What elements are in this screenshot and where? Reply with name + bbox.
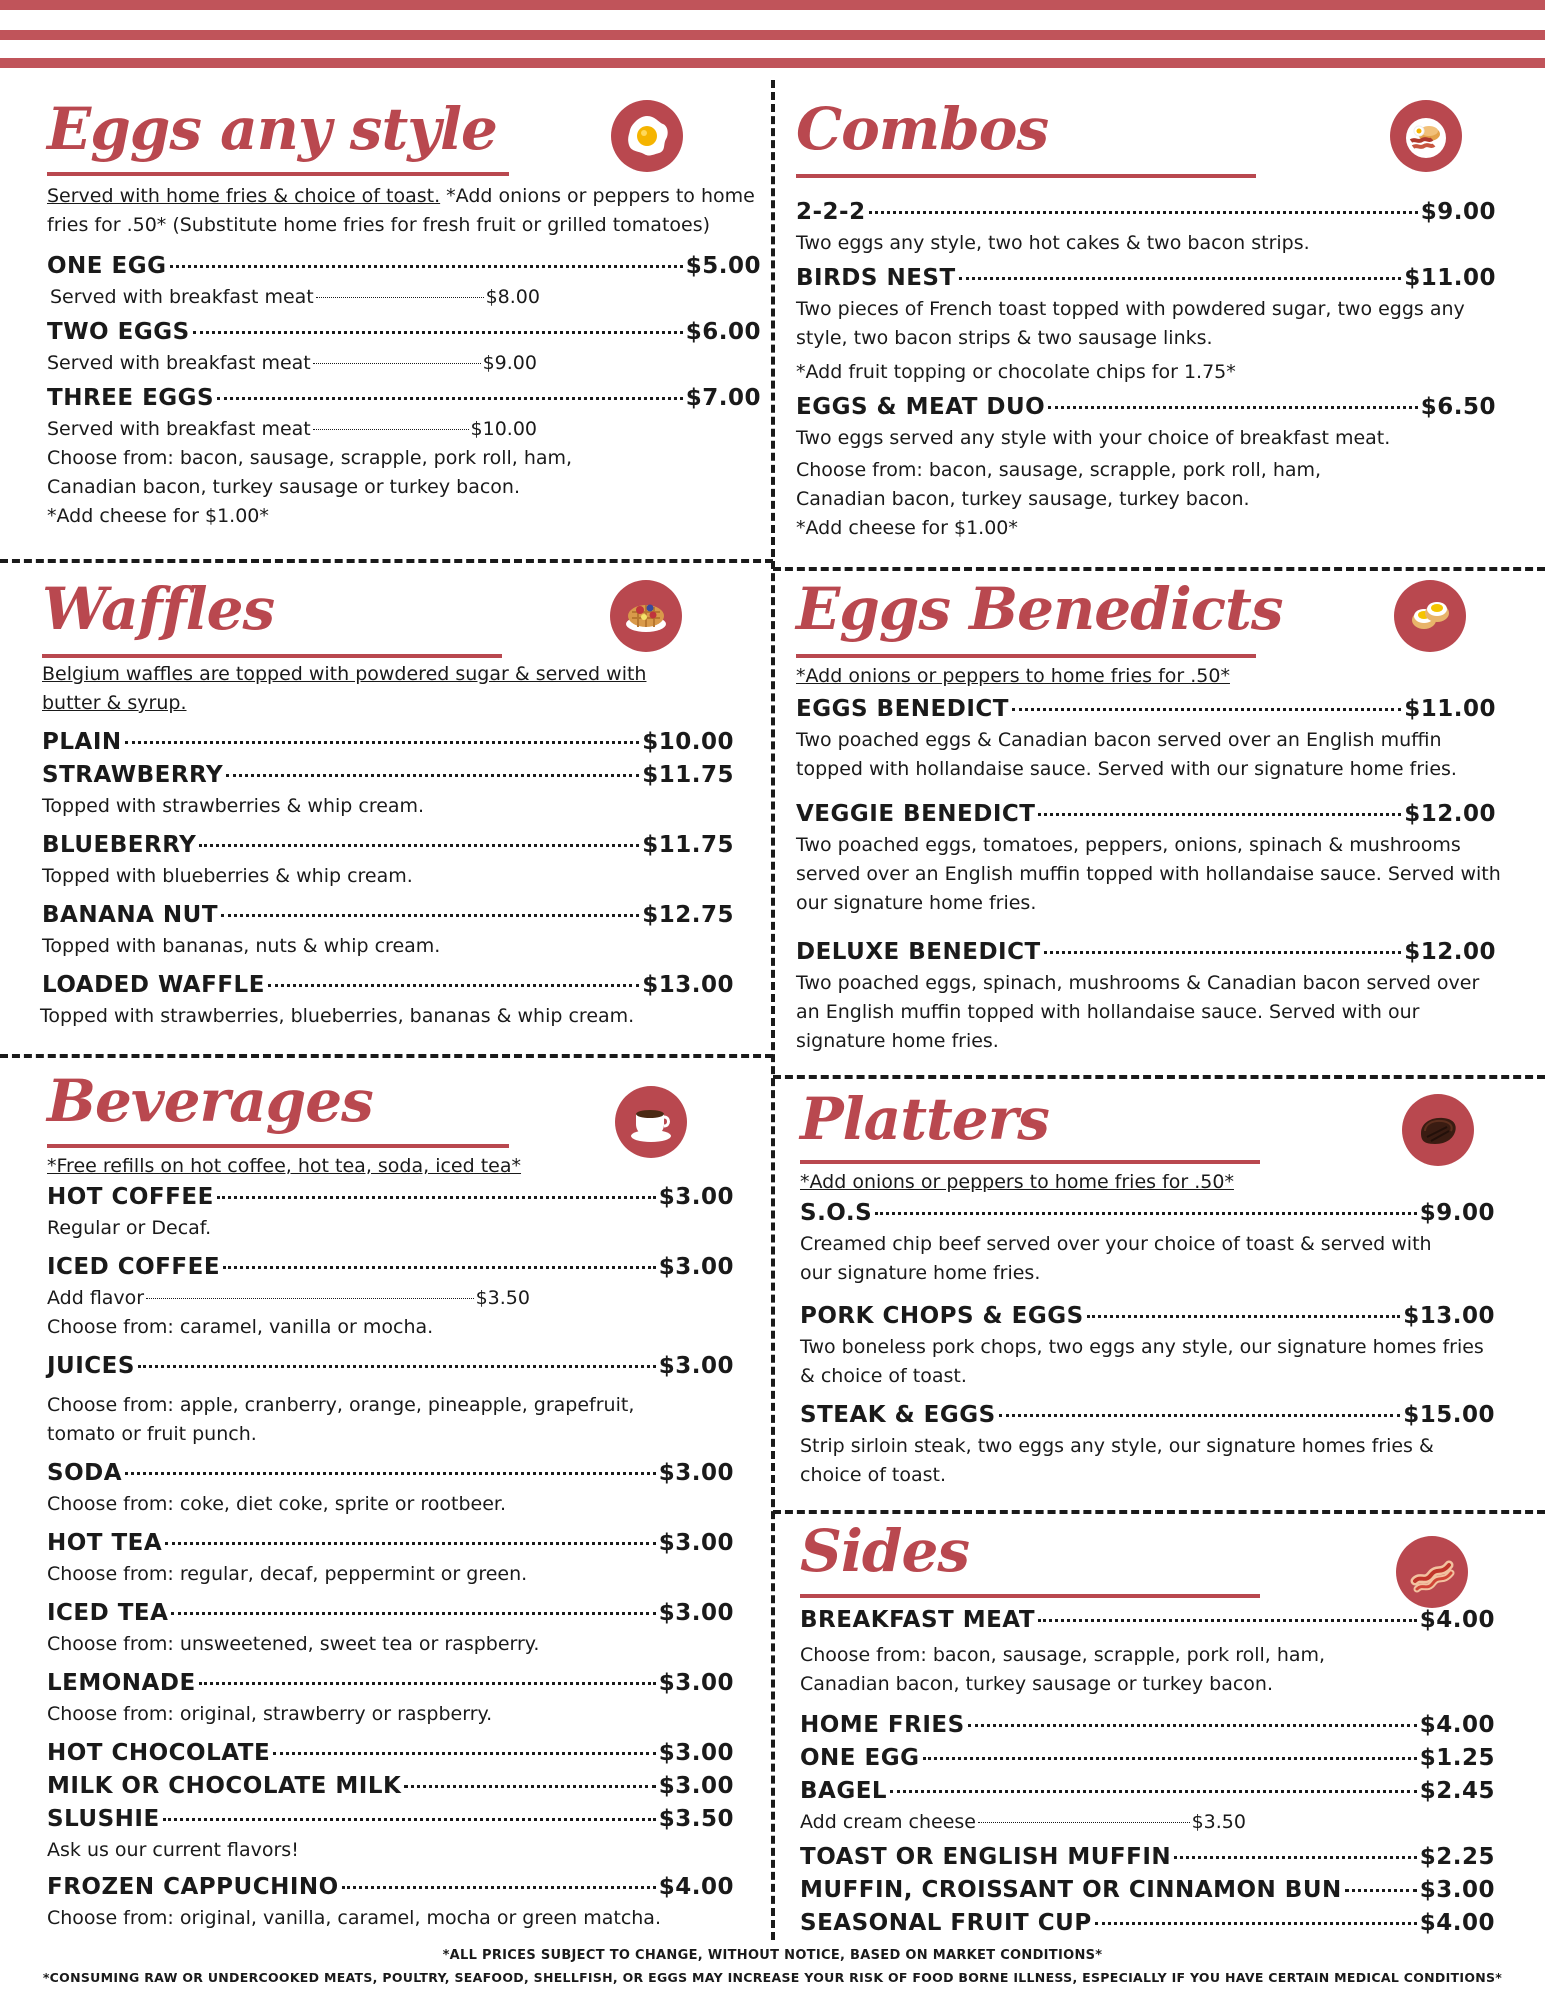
leader-dots [170, 265, 683, 268]
leader-dots [138, 1365, 656, 1368]
section-title: Waffles [42, 575, 275, 643]
leader-dots [193, 331, 683, 334]
leader-dots [313, 363, 481, 364]
item-name: SODA [47, 1460, 123, 1486]
footer-health-warning: *CONSUMING RAW OR UNDERCOOKED MEATS, POULTRY, SEAFOOD, SHELLFISH, OR EGGS MAY INCREASE YOUR RISK OF FOOD BORNE ILLNESS, ESPECIALLY IF YOU HAVE CERTAIN MEDICAL CONDITIONS* [42, 1970, 1503, 1985]
menu-item-iced-coffee [47, 1251, 734, 1284]
menu-item-bagel [800, 1775, 1495, 1808]
leader-dots [978, 1822, 1190, 1823]
item-price: $10.00 [642, 729, 734, 755]
sub-price: $9.00 [482, 352, 537, 374]
leader-dots [273, 1752, 656, 1755]
leader-dots [125, 1472, 656, 1475]
item-price: $6.50 [1420, 394, 1496, 420]
item-price: $3.00 [658, 1460, 734, 1486]
title-underline [47, 172, 509, 176]
item-description: Topped with strawberries & whip cream. [42, 795, 425, 817]
item-description: Choose from: unsweetened, sweet tea or raspberry. [47, 1633, 540, 1655]
coffee-cup-icon [615, 1086, 687, 1158]
item-name: PORK CHOPS & EGGS [800, 1303, 1084, 1329]
item-name: MILK OR CHOCOLATE MILK [47, 1773, 402, 1799]
item-extra: Choose from: bacon, sausage, scrapple, pork roll, ham, Canadian bacon, turkey sausage, turkey bacon. [796, 459, 1322, 510]
item-name: TOAST OR ENGLISH MUFFIN [800, 1844, 1172, 1870]
leader-dots [890, 1790, 1417, 1793]
item-name: STRAWBERRY [42, 762, 224, 788]
sub-price: $10.00 [470, 418, 537, 440]
item-description: Topped with bananas, nuts & whip cream. [42, 935, 441, 957]
leader-dots [171, 1612, 655, 1615]
menu-item-soda [47, 1457, 734, 1490]
section-note: *Add onions or peppers to home fries for .50* [796, 665, 1230, 687]
item-price: $9.00 [1420, 199, 1496, 225]
item-price: $6.00 [685, 319, 761, 345]
divider-right-1 [773, 567, 1545, 571]
top-stripe-2 [0, 30, 1545, 40]
title-underline [800, 1594, 1260, 1598]
item-price: $5.00 [685, 253, 761, 279]
leader-dots [342, 1886, 656, 1889]
leader-dots [199, 844, 639, 847]
menu-item-veggie-benedict [796, 798, 1496, 831]
item-description: Creamed chip beef served over your choice of toast & served with our signature home fries. [800, 1233, 1432, 1284]
item-name: SEASONAL FRUIT CUP [800, 1910, 1092, 1936]
leader-dots [923, 1757, 1417, 1760]
item-price: $2.25 [1419, 1844, 1495, 1870]
item-price: $4.00 [1419, 1712, 1495, 1738]
leader-dots [1044, 951, 1402, 954]
item-description: Choose from: apple, cranberry, orange, pineapple, grapefruit, tomato or fruit punch. [47, 1394, 635, 1445]
item-name: HOT CHOCOLATE [47, 1740, 271, 1766]
leader-dots [146, 1298, 473, 1299]
item-description: Choose from: original, strawberry or raspberry. [47, 1703, 493, 1725]
menu-item-toast [800, 1841, 1495, 1874]
menu-item-iced-tea [47, 1597, 734, 1630]
leader-dots [165, 1542, 656, 1545]
item-description: Choose from: bacon, sausage, scrapple, pork roll, ham, Canadian bacon, turkey sausage or turkey bacon. [800, 1644, 1326, 1695]
sub-item [47, 283, 540, 312]
section-note: Belgium waffles are topped with powdered sugar & served with butter & syrup. [42, 663, 647, 714]
sub-label: Served with breakfast meat [47, 418, 311, 440]
title-underline [47, 1144, 509, 1148]
section-title: Platters [800, 1085, 1049, 1153]
item-price: $3.00 [658, 1600, 734, 1626]
leader-dots [404, 1785, 655, 1788]
item-name: LOADED WAFFLE [42, 972, 265, 998]
menu-item-sos [800, 1197, 1495, 1230]
item-name: PLAIN [42, 729, 122, 755]
menu-item-eggs-benedict [796, 693, 1496, 726]
item-description: Two boneless pork chops, two eggs any style, our signature homes fries & choice of toast. [800, 1336, 1484, 1387]
steak-icon [1402, 1094, 1474, 1166]
item-price: $3.00 [1419, 1877, 1495, 1903]
leader-dots [1038, 1619, 1417, 1622]
divider-right-3 [773, 1510, 1545, 1514]
item-price: $11.00 [1404, 696, 1496, 722]
menu-item-frozen-cappuchino [47, 1871, 734, 1904]
leader-dots [1087, 1315, 1401, 1318]
item-price: $9.00 [1419, 1200, 1495, 1226]
item-name: FROZEN CAPPUCHINO [47, 1874, 339, 1900]
item-name: EGGS & MEAT DUO [796, 394, 1046, 420]
sub-price: $8.00 [485, 286, 540, 308]
menu-item-one-egg [47, 250, 761, 283]
section-note [47, 182, 761, 240]
menu-item-steak-eggs [800, 1399, 1495, 1432]
menu-item-blueberry [42, 829, 734, 862]
leader-dots [875, 1212, 1417, 1215]
item-price: $11.75 [642, 762, 734, 788]
item-price: $12.00 [1404, 801, 1496, 827]
menu-item-juices [47, 1350, 734, 1383]
item-description: Choose from: coke, diet coke, sprite or rootbeer. [47, 1493, 507, 1515]
note-rest: *Add onions or peppers to home fries for .50* (Substitute home fries for fresh fruit or grilled tomatoes) [47, 185, 755, 236]
divider-left-1 [0, 559, 773, 563]
menu-item-hot-coffee [47, 1181, 734, 1214]
title-underline [800, 1160, 1260, 1164]
item-price: $7.00 [685, 385, 761, 411]
item-name: HOT COFFEE [47, 1184, 214, 1210]
top-stripe-3 [0, 58, 1545, 68]
leader-dots [268, 984, 639, 987]
breakfast-plate-icon [1390, 100, 1462, 172]
item-description: Strip sirloin steak, two eggs any style, our signature homes fries & choice of toast. [800, 1435, 1434, 1486]
menu-item-plain [42, 726, 734, 759]
item-name: BREAKFAST MEAT [800, 1607, 1036, 1633]
top-stripe-1 [0, 0, 1545, 10]
item-name: ICED TEA [47, 1600, 169, 1626]
title-underline [796, 654, 1256, 658]
item-name: LEMONADE [47, 1670, 196, 1696]
divider-right-2 [773, 1075, 1545, 1079]
leader-dots [217, 397, 683, 400]
item-name: THREE EGGS [47, 385, 215, 411]
section-title: Combos [796, 95, 1049, 163]
section-note: *Free refills on hot coffee, hot tea, soda, iced tea* [47, 1155, 522, 1177]
leader-dots [226, 774, 639, 777]
item-name: HOT TEA [47, 1530, 163, 1556]
item-name: EGGS BENEDICT [796, 696, 1009, 722]
menu-item-two-eggs [47, 316, 761, 349]
item-price: $13.00 [642, 972, 734, 998]
item-name: HOME FRIES [800, 1712, 965, 1738]
item-description: Topped with blueberries & whip cream. [42, 865, 413, 887]
item-price: $3.00 [658, 1773, 734, 1799]
item-name: VEGGIE BENEDICT [796, 801, 1036, 827]
item-price: $13.00 [1403, 1303, 1495, 1329]
item-name: BANANA NUT [42, 902, 219, 928]
item-price: $11.75 [642, 832, 734, 858]
item-name: BAGEL [800, 1778, 888, 1804]
leader-dots [125, 741, 640, 744]
item-description: Two eggs any style, two hot cakes & two bacon strips. [796, 232, 1310, 254]
item-price: $15.00 [1403, 1402, 1495, 1428]
menu-item-eggs-meat-duo [796, 391, 1496, 424]
bacon-icon [1396, 1536, 1468, 1608]
leader-dots [199, 1682, 656, 1685]
item-description: Regular or Decaf. [47, 1217, 212, 1239]
menu-item-fruit-cup [800, 1907, 1495, 1940]
item-description: Two pieces of French toast topped with powdered sugar, two eggs any style, two bacon strips & two sausage links. [796, 298, 1465, 349]
item-description: Choose from: regular, decaf, peppermint or green. [47, 1563, 528, 1585]
item-description: Two poached eggs & Canadian bacon served over an English muffin topped with hollandaise sauce. Served with our signature home fries. [796, 729, 1457, 780]
sub-item [800, 1808, 1246, 1837]
cheese-text: *Add cheese for $1.00* [47, 505, 269, 527]
item-name: STEAK & EGGS [800, 1402, 996, 1428]
sub-label: Served with breakfast meat [47, 352, 311, 374]
menu-item-hot-chocolate [47, 1737, 734, 1770]
menu-item-banana-nut [42, 899, 734, 932]
divider-left-2 [0, 1054, 773, 1058]
leader-dots [163, 1818, 656, 1821]
item-price: $12.00 [1404, 939, 1496, 965]
item-name: SLUSHIE [47, 1806, 160, 1832]
menu-item-muffin [800, 1874, 1495, 1907]
menu-item-strawberry [42, 759, 734, 792]
item-description: Ask us our current flavors! [47, 1839, 299, 1861]
leader-dots [1038, 813, 1401, 816]
item-name: S.O.S [800, 1200, 873, 1226]
item-description: Choose from: original, vanilla, caramel, mocha or green matcha. [47, 1907, 661, 1929]
sub-item [47, 1284, 530, 1313]
item-description: Two poached eggs, tomatoes, peppers, onions, spinach & mushrooms served over an English muffin topped with hollandaise sauce. Served with our signature home fries. [796, 834, 1501, 914]
title-underline [42, 654, 502, 658]
item-price: $2.45 [1419, 1778, 1495, 1804]
leader-dots [999, 1414, 1401, 1417]
menu-item-slushie [47, 1803, 734, 1836]
item-price: $3.50 [658, 1806, 734, 1832]
menu-item-loaded-waffle [42, 969, 734, 1002]
item-description: Choose from: caramel, vanilla or mocha. [47, 1316, 434, 1338]
leader-dots [313, 429, 469, 430]
section-title: Sides [800, 1517, 970, 1585]
menu-item-deluxe-benedict [796, 936, 1496, 969]
menu-item-lemonade [47, 1667, 734, 1700]
waffle-icon [610, 580, 682, 652]
item-name: DELUXE BENEDICT [796, 939, 1041, 965]
sub-item [47, 415, 537, 444]
item-name: ONE EGG [47, 253, 167, 279]
section-title: Beverages [47, 1067, 373, 1135]
choose-text: Choose from: bacon, sausage, scrapple, pork roll, ham, Canadian bacon, turkey sausage or turkey bacon. [47, 447, 573, 498]
item-description: Topped with strawberries, blueberries, bananas & whip cream. [40, 1005, 635, 1027]
leader-dots [1012, 708, 1401, 711]
menu-item-home-fries [800, 1709, 1495, 1742]
menu-item-one-egg [800, 1742, 1495, 1775]
menu-item-pork-chops-eggs [800, 1300, 1495, 1333]
item-description: Two poached eggs, spinach, mushrooms & Canadian bacon served over an English muffin topped with hollandaise sauce. Served with our signature home fries. [796, 972, 1480, 1052]
item-price: $12.75 [642, 902, 734, 928]
menu-item-three-eggs [47, 382, 761, 415]
menu-item-hot-tea [47, 1527, 734, 1560]
section-title: Eggs Benedicts [796, 575, 1283, 643]
item-price: $3.00 [658, 1254, 734, 1280]
leader-dots [968, 1724, 1417, 1727]
menu-item-breakfast-meat [800, 1604, 1495, 1637]
section-title: Eggs any style [47, 95, 497, 163]
item-price: $11.00 [1404, 265, 1496, 291]
leader-dots [223, 1266, 656, 1269]
leader-dots [1345, 1889, 1417, 1892]
center-divider [771, 80, 775, 1940]
sub-price: $3.50 [475, 1287, 530, 1309]
item-name: ONE EGG [800, 1745, 920, 1771]
item-extra: *Add fruit topping or chocolate chips for 1.75* [796, 361, 1236, 383]
leader-dots [217, 1196, 656, 1199]
item-price: $3.00 [658, 1353, 734, 1379]
eggs-benedict-icon [1394, 580, 1466, 652]
item-price: $4.00 [1419, 1607, 1495, 1633]
leader-dots [316, 297, 484, 298]
leader-dots [1048, 406, 1417, 409]
footer-price-notice: *ALL PRICES SUBJECT TO CHANGE, WITHOUT NOTICE, BASED ON MARKET CONDITIONS* [442, 1948, 1103, 1963]
section-note: *Add onions or peppers to home fries for .50* [800, 1171, 1234, 1193]
item-name: BLUEBERRY [42, 832, 197, 858]
item-name: MUFFIN, CROISSANT OR CINNAMON BUN [800, 1877, 1342, 1903]
item-name: BIRDS NEST [796, 265, 956, 291]
leader-dots [1174, 1856, 1417, 1859]
sub-label: Served with breakfast meat [50, 286, 314, 308]
leader-dots [869, 211, 1418, 214]
item-name: TWO EGGS [47, 319, 190, 345]
item-price: $3.00 [658, 1184, 734, 1210]
sub-price: $3.50 [1191, 1811, 1246, 1833]
item-price: $3.00 [658, 1530, 734, 1556]
item-price: $1.25 [1419, 1745, 1495, 1771]
fried-egg-icon [611, 100, 683, 172]
menu-item-birds-nest [796, 262, 1496, 295]
item-price: $3.00 [658, 1670, 734, 1696]
item-price: $4.00 [1419, 1910, 1495, 1936]
item-name: ICED COFFEE [47, 1254, 221, 1280]
menu-item-2-2-2 [796, 196, 1496, 229]
item-name: JUICES [47, 1353, 135, 1379]
item-price: $4.00 [658, 1874, 734, 1900]
leader-dots [221, 914, 639, 917]
menu-item-milk [47, 1770, 734, 1803]
sub-label: Add flavor [47, 1287, 145, 1309]
leader-dots [1095, 1922, 1417, 1925]
item-description: Two eggs served any style with your choice of breakfast meat. [796, 427, 1391, 449]
sub-item [47, 349, 537, 378]
item-extra-2: *Add cheese for $1.00* [796, 517, 1018, 539]
item-name: 2-2-2 [796, 199, 866, 225]
note-underlined: Served with home fries & choice of toast. [47, 185, 441, 207]
item-price: $3.00 [658, 1740, 734, 1766]
sub-label: Add cream cheese [800, 1811, 977, 1833]
title-underline [796, 174, 1256, 178]
leader-dots [959, 277, 1402, 280]
